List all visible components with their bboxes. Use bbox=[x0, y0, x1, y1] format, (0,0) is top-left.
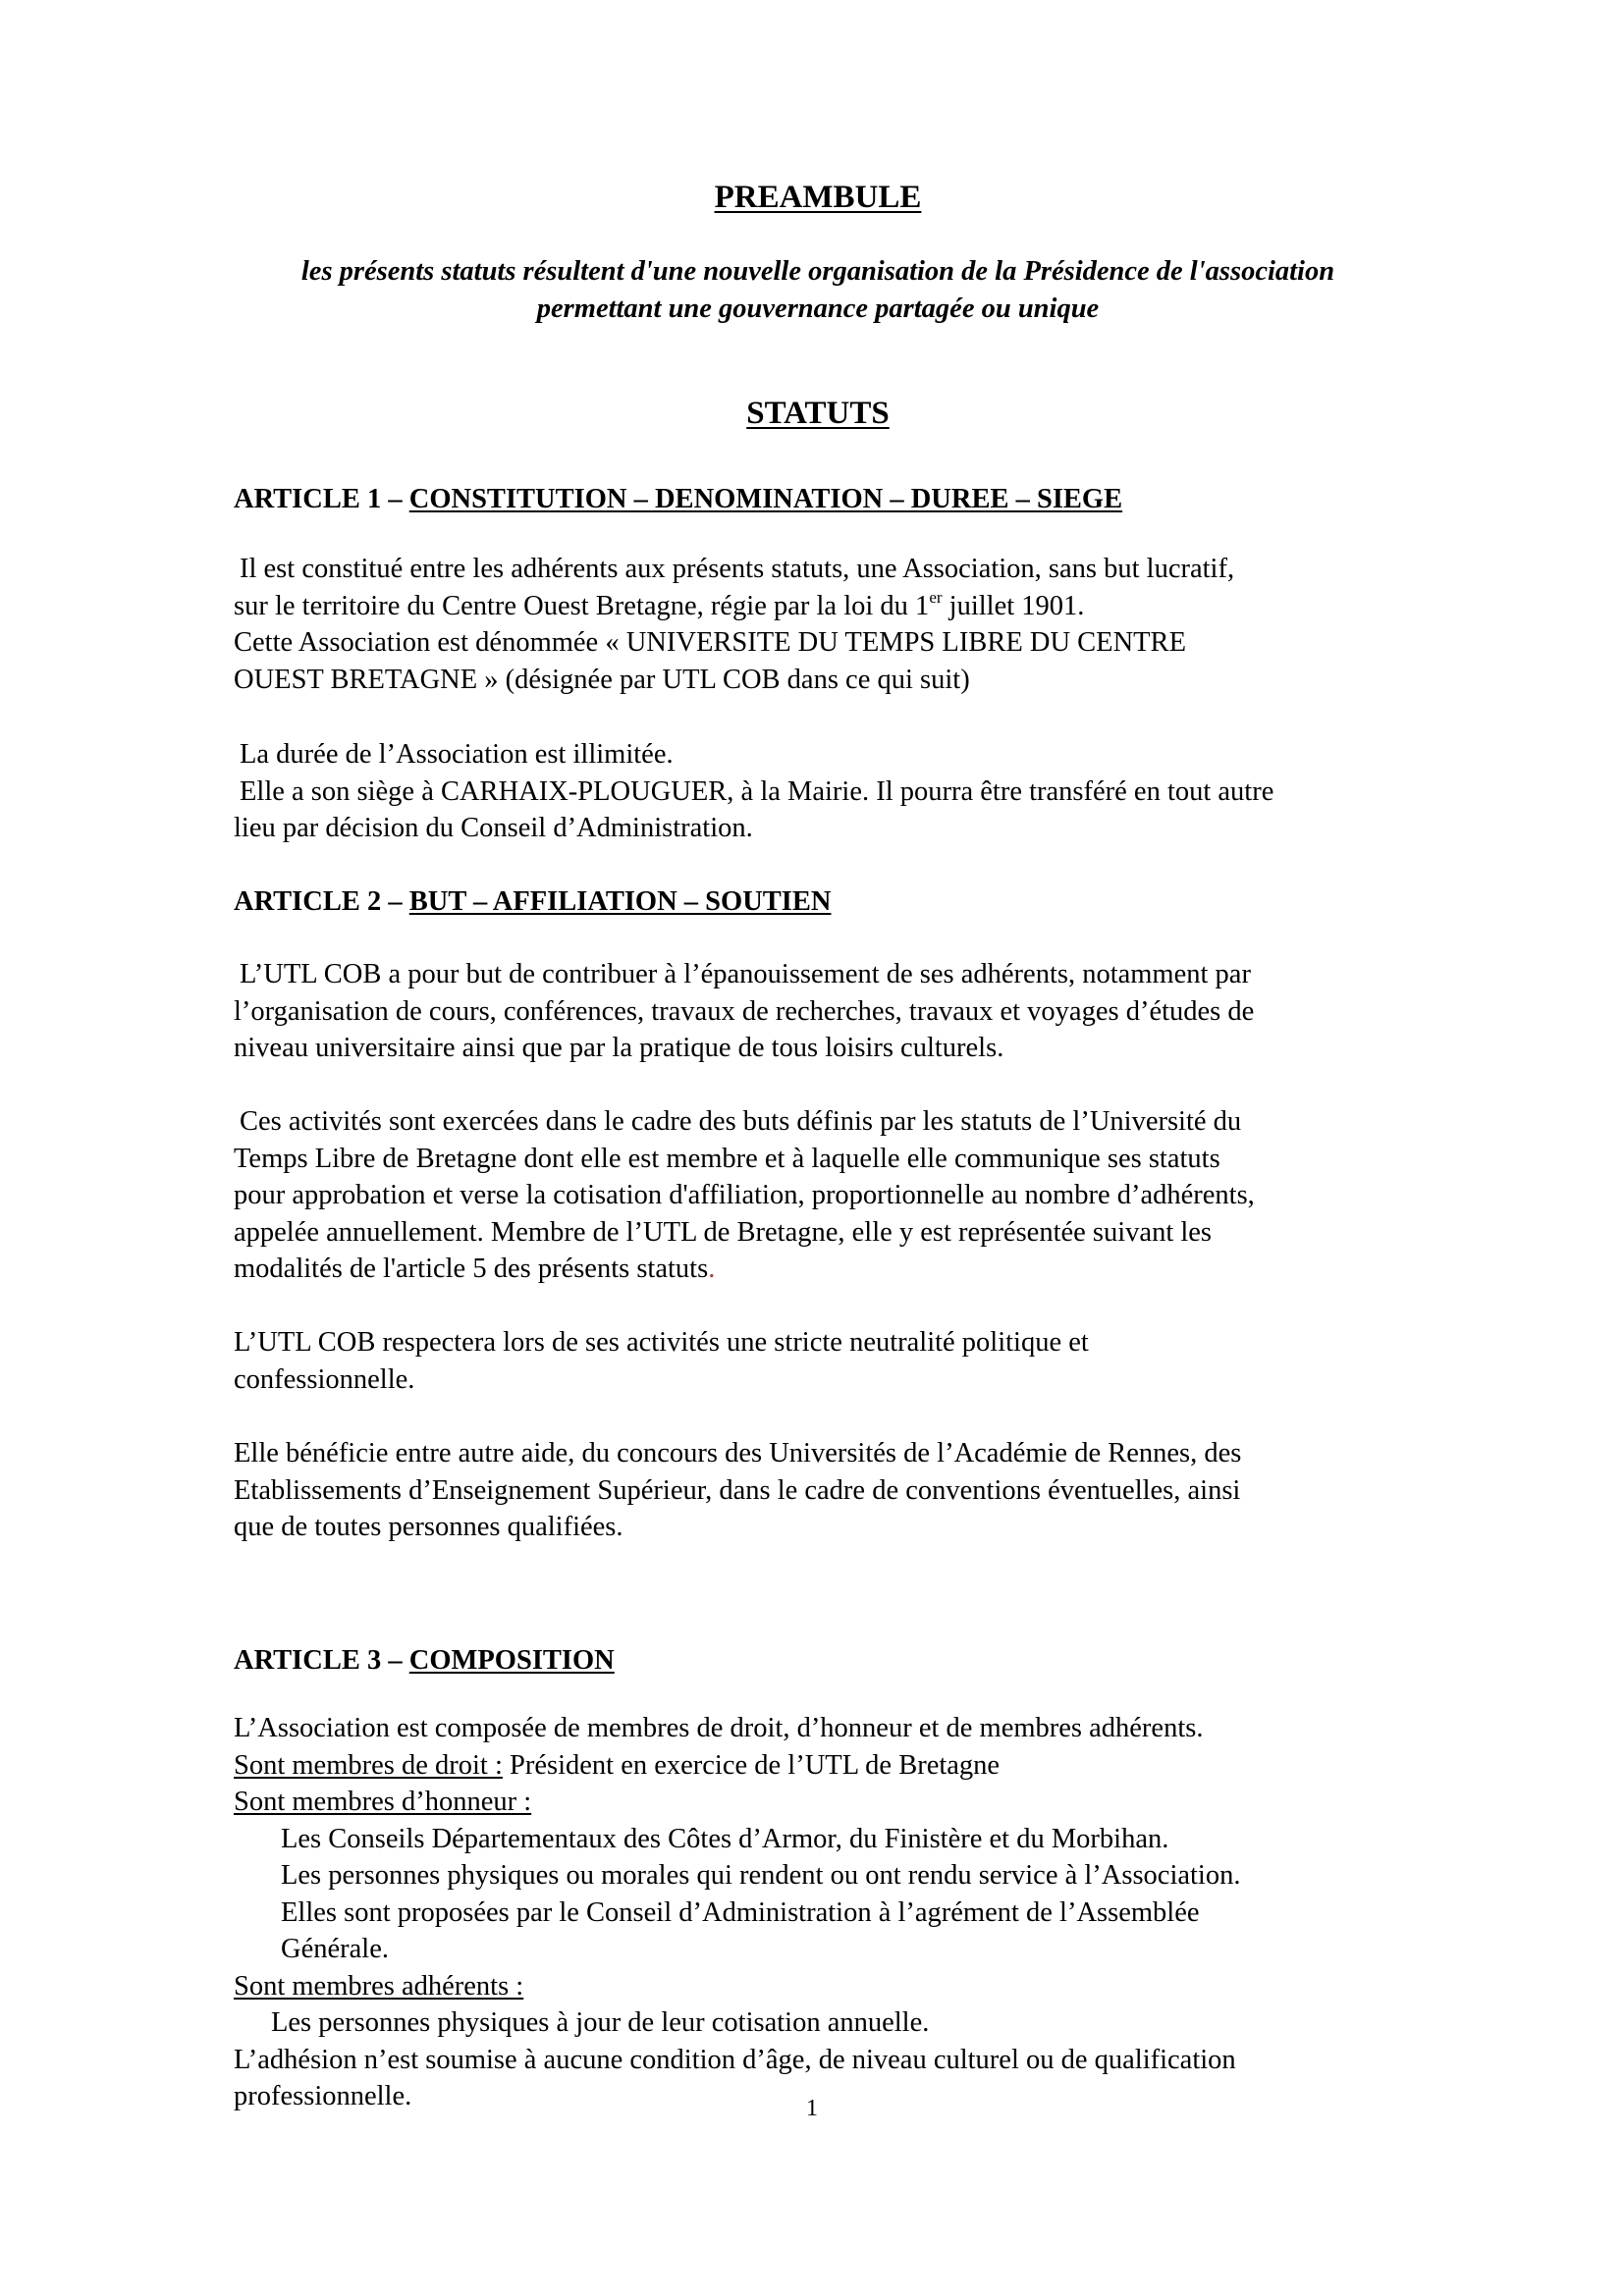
membres-adherents-label: Sont membres adhérents : bbox=[234, 1970, 524, 2002]
text-line: que de toutes personnes qualifiées. bbox=[234, 1512, 623, 1542]
text-fragment: juillet 1901. bbox=[942, 590, 1085, 621]
text-line: lieu par décision du Conseil d’Administration. bbox=[234, 813, 753, 843]
preambule-subtitle-line: permettant une gouvernance partagée ou unique bbox=[536, 294, 1100, 324]
text-line: L’UTL COB respectera lors de ses activités une stricte neutralité politique et bbox=[234, 1327, 1089, 1358]
preambule-subtitle-line: les présents statuts résultent d'une nouvelle organisation de la Présidence de l'association bbox=[300, 256, 1335, 287]
text-line: appelée annuellement. Membre de l’UTL de Bretagne, elle y est représentée suivant les bbox=[234, 1216, 1213, 1248]
text-line bbox=[234, 1784, 1402, 1821]
text-line: Etablissements d’Enseignement Supérieur, dans le cadre de conventions éventuelles, ainsi bbox=[234, 1474, 1241, 1506]
text-line: Générale. bbox=[281, 1934, 389, 1964]
text-line: professionnelle. bbox=[234, 2081, 412, 2111]
article-2-paragraph-1 bbox=[234, 956, 1402, 1067]
text-line: Elle a son siège à CARHAIX-PLOUGUER, à la Mairie. Il pourra être transféré en tout autre bbox=[240, 775, 1274, 807]
text-line: OUEST BRETAGNE » (désignée par UTL COB dans ce qui suit) bbox=[234, 664, 970, 695]
text-line bbox=[234, 1968, 1402, 2005]
text-fragment: modalités de l'article 5 des présents statuts bbox=[234, 1254, 709, 1284]
text-line bbox=[234, 588, 1402, 625]
article-3-prefix: ARTICLE 3 – bbox=[234, 1645, 409, 1676]
article-2-title: BUT – AFFILIATION – SOUTIEN bbox=[408, 886, 832, 917]
article-2-paragraph-2 bbox=[234, 1103, 1402, 1288]
article-2-heading bbox=[234, 883, 1402, 921]
text-line: L’UTL COB a pour but de contribuer à l’épanouissement de ses adhérents, notamment par bbox=[240, 959, 1251, 989]
superscript: er bbox=[929, 587, 943, 607]
text-line: L’adhésion n’est soumise à aucune condition d’âge, de niveau culturel ou de qualification bbox=[234, 2044, 1236, 2075]
text-line: pour approbation et verse la cotisation d'affiliation, proportionnelle au nombre d’adhérents, bbox=[234, 1180, 1255, 1210]
article-2-paragraph-3 bbox=[234, 1324, 1402, 1398]
text-line: Les Conseils Départementaux des Côtes d’Armor, du Finistère et du Morbihan. bbox=[281, 1823, 1169, 1854]
text-line: Les personnes physiques ou morales qui rendent ou ont rendu service à l’Association. bbox=[281, 1860, 1241, 1891]
text-line: Elle bénéficie entre autre aide, du concours des Universités de l’Académie de Rennes, des bbox=[234, 1438, 1242, 1468]
preambule-subtitle bbox=[234, 253, 1402, 328]
preambule-title-block bbox=[234, 178, 1402, 217]
membres-droit-label: Sont membres de droit : bbox=[234, 1749, 503, 1781]
text-line: confessionnelle. bbox=[234, 1363, 415, 1395]
article-3-title: COMPOSITION bbox=[408, 1645, 615, 1676]
text-line: l’organisation de cours, conférences, travaux de recherches, travaux et voyages d’études de bbox=[234, 995, 1255, 1027]
article-3-heading bbox=[234, 1642, 1402, 1680]
text-fragment: Président en exercice de l’UTL de Bretagne bbox=[502, 1749, 1001, 1781]
article-3-body bbox=[234, 1710, 1402, 2115]
statuts-title: STATUTS bbox=[746, 396, 890, 431]
article-2-paragraph-4 bbox=[234, 1435, 1402, 1546]
text-line: La durée de l’Association est illimitée. bbox=[240, 739, 674, 770]
article-1-prefix: ARTICLE 1 – bbox=[234, 484, 409, 514]
text-fragment: sur le territoire du Centre Ouest Bretagne, régie par la loi du 1 bbox=[234, 590, 930, 621]
article-1-title: CONSTITUTION – DENOMINATION – DUREE – SIEGE bbox=[408, 484, 1123, 514]
text-line: Cette Association est dénommée « UNIVERSITE DU TEMPS LIBRE DU CENTRE bbox=[234, 627, 1186, 658]
article-2-prefix: ARTICLE 2 – bbox=[234, 886, 409, 917]
membres-honneur-label: Sont membres d’honneur : bbox=[234, 1787, 532, 1817]
red-period: . bbox=[708, 1254, 716, 1284]
text-line: Il est constitué entre les adhérents aux présents statuts, une Association, sans but lucratif, bbox=[240, 554, 1235, 584]
statuts-title-block bbox=[234, 394, 1402, 433]
text-line: Temps Libre de Bretagne dont elle est membre et à laquelle elle communique ses statuts bbox=[234, 1143, 1220, 1174]
article-1-paragraph-1 bbox=[234, 551, 1402, 698]
text-line: Ces activités sont exercées dans le cadre des buts définis par les statuts de l’Université du bbox=[240, 1106, 1242, 1137]
article-1-heading bbox=[234, 481, 1402, 518]
text-line: niveau universitaire ainsi que par la pratique de tous loisirs culturels. bbox=[234, 1033, 1004, 1063]
text-line bbox=[234, 1251, 1402, 1288]
page-number: 1 bbox=[806, 2096, 818, 2121]
text-line: L’Association est composée de membres de droit, d’honneur et de membres adhérents. bbox=[234, 1713, 1204, 1743]
text-line: Les personnes physiques à jour de leur cotisation annuelle. bbox=[271, 2007, 930, 2038]
text-line bbox=[234, 1747, 1402, 1785]
article-1-paragraph-2 bbox=[234, 736, 1402, 847]
preambule-title: PREAMBULE bbox=[714, 180, 922, 215]
text-line: Elles sont proposées par le Conseil d’Administration à l’agrément de l’Assemblée bbox=[281, 1896, 1200, 1928]
